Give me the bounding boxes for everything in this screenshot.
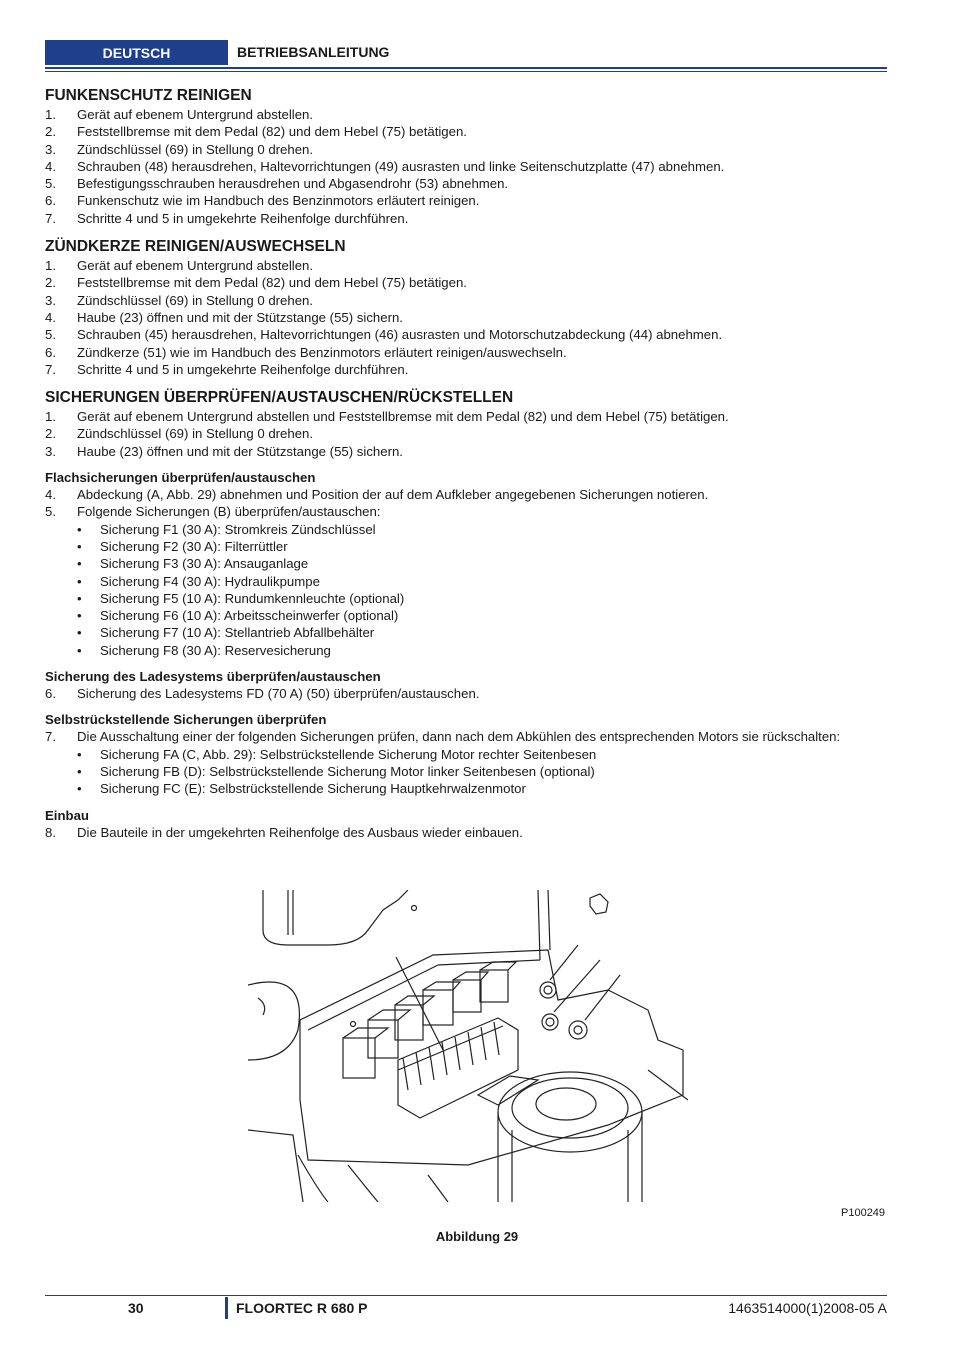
list-item: 3. Zündschlüssel (69) in Stellung 0 drehen. xyxy=(45,292,314,308)
list-item: • Sicherung FB (D): Selbstrückstellende Sicherung Motor linker Seitenbesen (optional) xyxy=(45,763,887,780)
list-item: 2. Feststellbremse mit dem Pedal (82) und dem Hebel (75) betätigen. xyxy=(45,124,467,140)
list-item: • Sicherung FC (E): Selbstrückstellende Sicherung Hauptkehrwalzenmotor xyxy=(45,780,887,797)
list-item: • Sicherung F5 (10 A): Rundumkennleuchte (optional) xyxy=(45,590,887,607)
list-item: 2. Feststellbremse mit dem Pedal (82) und dem Hebel (75) betätigen. xyxy=(45,275,467,291)
header-title: BETRIEBSANLEITUNG xyxy=(237,44,390,60)
list-item: 3. Zündschlüssel (69) in Stellung 0 drehen. xyxy=(45,141,314,157)
list-item: • Sicherung F6 (10 A): Arbeitsscheinwerfer (optional) xyxy=(45,607,887,624)
list-item: 2. Zündschlüssel (69) in Stellung 0 drehen. xyxy=(45,426,314,442)
list-item: • Sicherung F3 (30 A): Ansauganlage xyxy=(45,555,887,572)
list-item: • Sicherung F4 (30 A): Hydraulikpumpe xyxy=(45,573,887,590)
subsection-heading: Flachsicherungen überprüfen/austauschen xyxy=(45,470,316,486)
list-item: 7. Schritte 4 und 5 in umgekehrte Reihenfolge durchführen. xyxy=(45,210,409,226)
header-rule-thin xyxy=(45,71,887,72)
subsection-heading: Sicherung des Ladesystems überprüfen/austauschen xyxy=(45,669,381,685)
list-item: • Sicherung F1 (30 A): Stromkreis Zündschlüssel xyxy=(45,521,887,538)
step-list xyxy=(45,106,887,227)
header-rule xyxy=(45,67,887,69)
subsection-heading: Einbau xyxy=(45,807,89,823)
list-item: 1. Gerät auf ebenem Untergrund abstellen. xyxy=(45,258,314,274)
list-item: 1. Gerät auf ebenem Untergrund abstellen. xyxy=(45,107,314,122)
list-item: 8. Die Bauteile in der umgekehrten Reihenfolge des Ausbaus wieder einbauen. xyxy=(45,824,523,840)
list-item: 1. Gerät auf ebenem Untergrund abstellen und Feststellbremse mit dem Pedal (82) und dem Hebel (75) betätigen. xyxy=(45,409,729,425)
model-name: FLOORTEC R 680 P xyxy=(236,1300,368,1316)
list-item: 6. Zündkerze (51) wie im Handbuch des Benzinmotors erläutert reinigen/auswechseln. xyxy=(45,344,567,360)
list-item: 4. Schrauben (48) herausdrehen, Haltevorrichtungen (49) ausrasten und linke Seitenschutzplatte (47) abnehmen. xyxy=(45,158,725,174)
step-list xyxy=(45,728,887,745)
step-list xyxy=(45,408,887,460)
list-item: 3. Haube (23) öffnen und mit der Stützstange (55) sichern. xyxy=(45,443,403,459)
figure-caption: Abbildung 29 xyxy=(435,1229,519,1244)
subsection-heading: Selbstrückstellende Sicherungen überprüfen xyxy=(45,712,327,728)
list-item: • Sicherung FA (C, Abb. 29): Selbstrückstellende Sicherung Motor rechter Seitenbesen xyxy=(45,746,887,763)
fuse-box-illustration xyxy=(248,890,688,1202)
footer-divider xyxy=(225,1297,228,1319)
list-item: 4. Haube (23) öffnen und mit der Stützstange (55) sichern. xyxy=(45,309,403,325)
list-item: 5. Befestigungsschrauben herausdrehen und Abgasendrohr (53) abnehmen. xyxy=(45,176,509,192)
list-item: 7. Die Ausschaltung einer der folgenden Sicherungen prüfen, dann nach dem Abkühlen des entsprechenden Motors sie rückschalten: xyxy=(45,729,841,745)
document-code: 1463514000(1)2008-05 A xyxy=(728,1300,887,1316)
fuse-list xyxy=(45,521,887,659)
figure-code: P100249 xyxy=(841,1207,886,1219)
section-heading: ZÜNDKERZE REINIGEN/AUSWECHSELN xyxy=(45,238,346,256)
list-item: 4. Abdeckung (A, Abb. 29) abnehmen und Position der auf dem Aufkleber angegebenen Sicherungen notieren. xyxy=(45,487,709,503)
list-item: • Sicherung F7 (10 A): Stellantrieb Abfallbehälter xyxy=(45,624,887,641)
list-item: • Sicherung F2 (30 A): Filterrüttler xyxy=(45,538,887,555)
page-content xyxy=(45,86,887,841)
step-list xyxy=(45,257,887,378)
page-number: 30 xyxy=(128,1300,144,1316)
list-item: • Sicherung F8 (30 A): Reservesicherung xyxy=(45,642,887,659)
list-item: 5. Folgende Sicherungen (B) überprüfen/austauschen: xyxy=(45,504,381,520)
step-list xyxy=(45,685,887,702)
list-item: 6. Sicherung des Ladesystems FD (70 A) (50) überprüfen/austauschen. xyxy=(45,686,480,702)
step-list xyxy=(45,486,887,521)
fuse-list xyxy=(45,746,887,798)
list-item: 7. Schritte 4 und 5 in umgekehrte Reihenfolge durchführen. xyxy=(45,361,409,377)
step-list xyxy=(45,824,887,841)
list-item: 6. Funkenschutz wie im Handbuch des Benzinmotors erläutert reinigen. xyxy=(45,193,480,209)
footer-rule xyxy=(45,1295,887,1296)
list-item: 5. Schrauben (45) herausdrehen, Haltevorrichtungen (46) ausrasten und Motorschutzabdeckung (44) abnehmen. xyxy=(45,327,723,343)
section-heading: SICHERUNGEN ÜBERPRÜFEN/AUSTAUSCHEN/RÜCKSTELLEN xyxy=(45,389,514,407)
language-tab: DEUTSCH xyxy=(45,40,228,65)
section-heading: FUNKENSCHUTZ REINIGEN xyxy=(45,87,252,104)
